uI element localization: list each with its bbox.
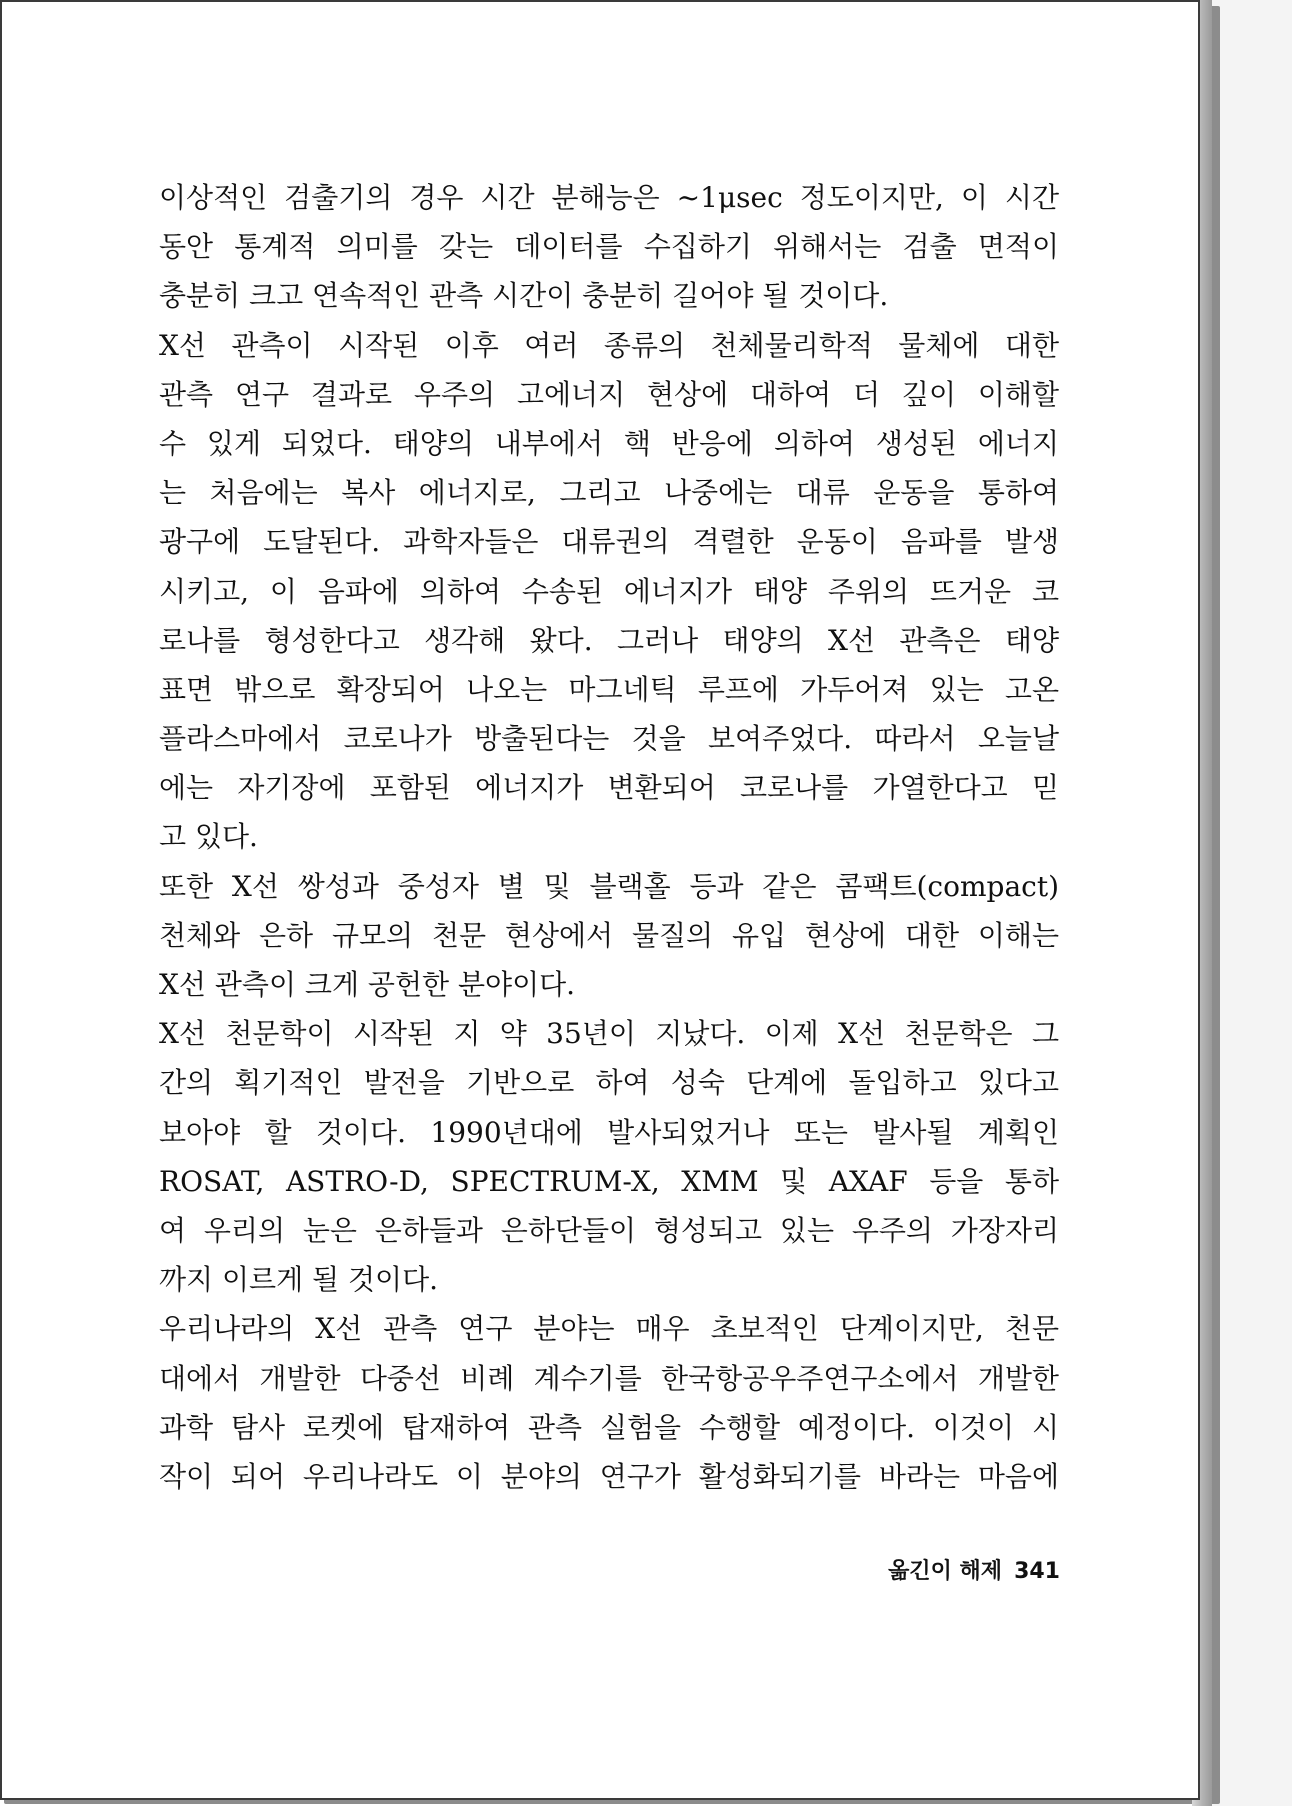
text-line: 시키고, 이 음파에 의하여 수송된 에너지가 태양 주위의 뜨거운 코: [159, 574, 1059, 608]
text-line: 관측 연구 결과로 우주의 고에너지 현상에 대하여 더 깊이 이해할: [159, 377, 1059, 411]
text-line: 는 처음에는 복사 에너지로, 그리고 나중에는 대류 운동을 통하여: [159, 476, 1059, 510]
text-line: 우리나라의 X선 관측 연구 분야는 매우 초보적인 단계이지만, 천문: [159, 1312, 1059, 1346]
text-line: 까지 이르게 될 것이다.: [159, 1263, 439, 1297]
text-line: 충분히 크고 연속적인 관측 시간이 충분히 길어야 될 것이다.: [159, 279, 889, 313]
text-line: 천체와 은하 규모의 천문 현상에서 물질의 유입 현상에 대한 이해는: [159, 918, 1059, 952]
text-line: 또한 X선 쌍성과 중성자 별 및 블랙홀 등과 같은 콤팩트(compact): [159, 869, 1059, 903]
text-line: 동안 통계적 의미를 갖는 데이터를 수집하기 위해서는 검출 면적이: [159, 230, 1059, 264]
text-line: 이상적인 검출기의 경우 시간 분해능은 ~1μsec 정도이지만, 이 시간: [159, 181, 1059, 214]
text-line: ROSAT, ASTRO-D, SPECTRUM-X, XMM 및 AXAF 등을 통하: [159, 1164, 1059, 1198]
text-line: 보아야 할 것이다. 1990년대에 발사되었거나 또는 발사될 계획인: [159, 1115, 1059, 1149]
text-line: 에는 자기장에 포함된 에너지가 변환되어 코로나를 가열한다고 믿: [159, 771, 1059, 805]
text-line: X선 관측이 시작된 이후 여러 종류의 천체물리학적 물체에 대한: [159, 328, 1059, 362]
text-line: 여 우리의 눈은 은하들과 은하단들이 형성되고 있는 우주의 가장자리: [159, 1213, 1059, 1247]
viewer-background: [1212, 0, 1292, 1806]
text-line: 과학 탐사 로켓에 탑재하여 관측 실험을 수행할 예정이다. 이것이 시: [159, 1410, 1059, 1444]
text-line: 고 있다.: [159, 820, 258, 854]
text-line: X선 관측이 크게 공헌한 분야이다.: [159, 968, 576, 1001]
text-line: 로나를 형성한다고 생각해 왔다. 그러나 태양의 X선 관측은 태양: [159, 623, 1059, 657]
body-text: [159, 173, 1059, 1501]
text-line: 수 있게 되었다. 태양의 내부에서 핵 반응에 의하여 생성된 에너지: [159, 426, 1059, 460]
text-line: 대에서 개발한 다중선 비례 계수기를 한국항공우주연구소에서 개발한: [159, 1361, 1059, 1395]
text-line: 플라스마에서 코로나가 방출된다는 것을 보여주었다. 따라서 오늘날: [159, 722, 1059, 756]
text-line: X선 천문학이 시작된 지 약 35년이 지났다. 이제 X선 천문학은 그: [159, 1017, 1059, 1051]
text-line: 작이 되어 우리나라도 이 분야의 연구가 활성화되기를 바라는 마음에: [159, 1459, 1059, 1493]
text-line: 광구에 도달된다. 과학자들은 대류권의 격렬한 운동이 음파를 발생: [159, 525, 1059, 559]
running-head: 옮긴이 해제: [888, 1559, 1003, 1584]
page-number: 341: [1014, 1559, 1060, 1584]
page-footer: [840, 1552, 1060, 1592]
text-line: 표면 밖으로 확장되어 나오는 마그네틱 루프에 가두어져 있는 고온: [159, 672, 1059, 706]
text-line: 간의 획기적인 발전을 기반으로 하여 성숙 단계에 돌입하고 있다고: [159, 1066, 1059, 1100]
